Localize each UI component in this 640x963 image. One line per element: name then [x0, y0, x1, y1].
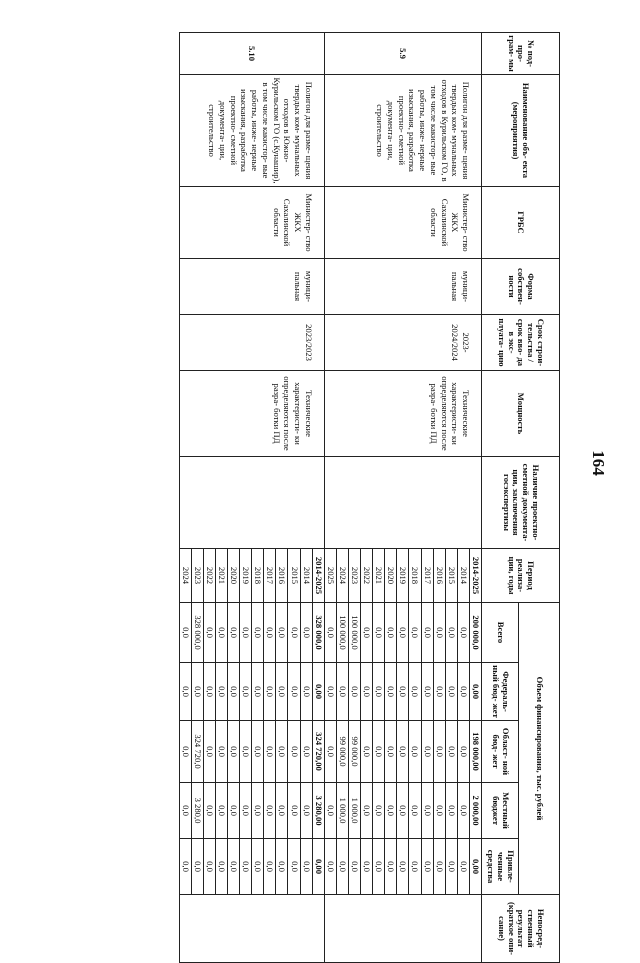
cell-regional: 0,0: [324, 721, 336, 783]
cell-private: 0,0: [361, 839, 373, 895]
cell-period: 2024: [179, 549, 191, 603]
cell-total: 328 000,0: [191, 603, 203, 663]
cell-regional: 0,0: [433, 721, 445, 783]
cell-regional: 0,0: [276, 721, 288, 783]
item-capacity: Технические характеристи- ки определяются после разра- ботки ПД: [179, 371, 324, 457]
cell-federal: 0,0: [373, 663, 385, 721]
header-name: Наименование объ- екта (мероприятия): [482, 75, 560, 187]
cell-regional: 99 000,0: [348, 721, 360, 783]
cell-total: 328 000,0: [312, 603, 324, 663]
cell-total: 0,0: [228, 603, 240, 663]
header-local: Местный бюджет: [482, 783, 519, 839]
cell-total: 0,0: [421, 603, 433, 663]
cell-total: 0,0: [288, 603, 300, 663]
cell-private: 0,0: [228, 839, 240, 895]
header-capacity: Мощность: [482, 371, 560, 457]
cell-private: 0,0: [252, 839, 264, 895]
cell-regional: 99 000,0: [336, 721, 348, 783]
cell-total: 0,0: [361, 603, 373, 663]
cell-total: 0,0: [215, 603, 227, 663]
cell-private: 0,0: [373, 839, 385, 895]
item-name: Полигон для разме- щения твердых ком- мунальных отходов в Курильском ГО, в том числе какистор- вые работы, инже- нерные изыскания, разработка проектно- сметной документа- ции, строительство: [324, 75, 481, 187]
cell-regional: 0,0: [264, 721, 276, 783]
cell-federal: 0,00: [469, 663, 481, 721]
cell-private: 0,0: [348, 839, 360, 895]
cell-federal: 0,0: [215, 663, 227, 721]
cell-private: 0,0: [191, 839, 203, 895]
cell-local: 0,0: [179, 783, 191, 839]
cell-private: 0,0: [203, 839, 215, 895]
cell-period: 2017: [264, 549, 276, 603]
cell-federal: 0,0: [348, 663, 360, 721]
cell-total: 0,0: [276, 603, 288, 663]
cell-regional: 0,0: [179, 721, 191, 783]
cell-private: 0,0: [397, 839, 409, 895]
cell-total: 0,0: [252, 603, 264, 663]
cell-local: 2 000,00: [469, 783, 481, 839]
cell-federal: 0,0: [361, 663, 373, 721]
cell-local: 0,0: [421, 783, 433, 839]
cell-local: 0,0: [409, 783, 421, 839]
cell-regional: 198 000,00: [469, 721, 481, 783]
cell-period: 2025: [324, 549, 336, 603]
cell-private: 0,0: [421, 839, 433, 895]
cell-federal: 0,0: [264, 663, 276, 721]
cell-period: 2018: [252, 549, 264, 603]
cell-regional: 0,0: [373, 721, 385, 783]
cell-federal: 0,0: [252, 663, 264, 721]
cell-federal: 0,0: [457, 663, 469, 721]
cell-federal: 0,0: [324, 663, 336, 721]
item-ownership: муници- пальная: [324, 259, 481, 315]
cell-total: 0,0: [324, 603, 336, 663]
cell-period: 2021: [373, 549, 385, 603]
cell-federal: 0,0: [385, 663, 397, 721]
header-private: Привле- ченные средства: [482, 839, 519, 895]
cell-federal: 0,0: [288, 663, 300, 721]
cell-federal: 0,0: [409, 663, 421, 721]
item-psd: [179, 457, 324, 549]
cell-regional: 0,0: [445, 721, 457, 783]
cell-total: 0,0: [203, 603, 215, 663]
item-term: 2023/2023: [179, 315, 324, 371]
header-result: Непосред- ственный результат (краткое опи- сание): [482, 895, 560, 963]
cell-federal: 0,0: [276, 663, 288, 721]
cell-regional: 0,0: [288, 721, 300, 783]
cell-total: 0,0: [300, 603, 312, 663]
cell-regional: 0,0: [421, 721, 433, 783]
cell-private: 0,0: [445, 839, 457, 895]
item-term: 2023- 2024/2024: [324, 315, 481, 371]
cell-private: 0,00: [469, 839, 481, 895]
cell-local: 0,0: [252, 783, 264, 839]
cell-regional: 0,0: [385, 721, 397, 783]
cell-regional: 0,0: [240, 721, 252, 783]
investment-table: [179, 32, 560, 963]
item-number: 5.10: [179, 33, 324, 75]
cell-federal: 0,00: [312, 663, 324, 721]
cell-total: 0,0: [433, 603, 445, 663]
header-total: Всего: [482, 603, 519, 663]
cell-regional: 0,0: [361, 721, 373, 783]
header-funding: Объем финансирования, тыс. рублей: [519, 603, 560, 895]
cell-period: 2022: [361, 549, 373, 603]
cell-federal: 0,0: [240, 663, 252, 721]
cell-private: 0,0: [264, 839, 276, 895]
cell-period: 2016: [433, 549, 445, 603]
cell-local: 3 280,0: [191, 783, 203, 839]
cell-federal: 0,0: [191, 663, 203, 721]
item-name: Полигон для разме- щения твердых ком- мунальных отходов в Южно-Курильском ГО (с.Кунашир), в том числе какистор- вые работы, инже- нерные изыскания, разработка проектно- сметной документа- ции, строительство: [179, 75, 324, 187]
cell-total: 0,0: [179, 603, 191, 663]
cell-local: 0,0: [397, 783, 409, 839]
cell-private: 0,0: [215, 839, 227, 895]
header-grbs: ГРБС: [482, 187, 560, 259]
cell-local: 0,0: [228, 783, 240, 839]
cell-period: 2015: [288, 549, 300, 603]
cell-regional: 324 720,0: [191, 721, 203, 783]
cell-private: 0,0: [385, 839, 397, 895]
cell-period: 2015: [445, 549, 457, 603]
cell-total: 0,0: [457, 603, 469, 663]
cell-federal: 0,0: [228, 663, 240, 721]
cell-period: 2019: [397, 549, 409, 603]
cell-regional: 324 720,00: [312, 721, 324, 783]
cell-local: 3 280,00: [312, 783, 324, 839]
cell-local: 0,0: [361, 783, 373, 839]
table-row: [469, 33, 481, 963]
cell-local: 0,0: [264, 783, 276, 839]
cell-regional: 0,0: [203, 721, 215, 783]
cell-total: 100 000,0: [348, 603, 360, 663]
cell-period: 2016: [276, 549, 288, 603]
cell-regional: 0,0: [252, 721, 264, 783]
cell-period: 2019: [240, 549, 252, 603]
cell-total: 100 000,0: [336, 603, 348, 663]
cell-private: 0,0: [409, 839, 421, 895]
cell-period: 2020: [385, 549, 397, 603]
cell-federal: 0,0: [433, 663, 445, 721]
cell-federal: 0,0: [203, 663, 215, 721]
cell-federal: 0,0: [445, 663, 457, 721]
item-capacity: Технические характеристи- ки определяются после разра- ботки ПД: [324, 371, 481, 457]
item-grbs: Министер- ство ЖКХ Сахалинской области: [179, 187, 324, 259]
cell-private: 0,0: [457, 839, 469, 895]
cell-period: 2021: [215, 549, 227, 603]
cell-total: 0,0: [409, 603, 421, 663]
header-num: № под- про- грам- мы: [482, 33, 560, 75]
cell-regional: 0,0: [228, 721, 240, 783]
item-ownership: муници- пальная: [179, 259, 324, 315]
cell-federal: 0,0: [179, 663, 191, 721]
cell-local: 0,0: [300, 783, 312, 839]
cell-local: 0,0: [433, 783, 445, 839]
cell-total: 0,0: [264, 603, 276, 663]
cell-period: 2024: [336, 549, 348, 603]
header-psd: Наличие проектно- сметной документа- ции, заключения госэкспертизы: [482, 457, 560, 549]
cell-private: 0,00: [312, 839, 324, 895]
cell-period: 2014-2025: [469, 549, 481, 603]
cell-total: 200 000,0: [469, 603, 481, 663]
cell-regional: 0,0: [397, 721, 409, 783]
table-row: [312, 33, 324, 963]
cell-period: 2020: [228, 549, 240, 603]
cell-private: 0,0: [300, 839, 312, 895]
cell-local: 1 000,0: [336, 783, 348, 839]
cell-federal: 0,0: [336, 663, 348, 721]
cell-period: 2017: [421, 549, 433, 603]
cell-total: 0,0: [397, 603, 409, 663]
cell-total: 0,0: [240, 603, 252, 663]
header-term: Срок строи- тельства / срок вво- да в экс- плуата- цию: [482, 315, 560, 371]
cell-local: 1 000,0: [348, 783, 360, 839]
cell-local: 0,0: [385, 783, 397, 839]
item-grbs: Министер- ство ЖКХ Сахалинской области: [324, 187, 481, 259]
header-ownership: Форма собствен- ности: [482, 259, 560, 315]
cell-private: 0,0: [433, 839, 445, 895]
cell-regional: 0,0: [215, 721, 227, 783]
item-number: 5.9: [324, 33, 481, 75]
cell-local: 0,0: [240, 783, 252, 839]
cell-period: 2014: [300, 549, 312, 603]
cell-local: 0,0: [215, 783, 227, 839]
cell-local: 0,0: [288, 783, 300, 839]
cell-total: 0,0: [445, 603, 457, 663]
cell-period: 2014: [457, 549, 469, 603]
cell-local: 0,0: [203, 783, 215, 839]
cell-private: 0,0: [179, 839, 191, 895]
header-period: Период реализа- ции, годы: [482, 549, 560, 603]
cell-private: 0,0: [240, 839, 252, 895]
table-body: [179, 33, 481, 963]
cell-regional: 0,0: [457, 721, 469, 783]
cell-private: 0,0: [276, 839, 288, 895]
cell-period: 2014-2025: [312, 549, 324, 603]
cell-regional: 0,0: [409, 721, 421, 783]
cell-local: 0,0: [445, 783, 457, 839]
cell-period: 2022: [203, 549, 215, 603]
cell-local: 0,0: [457, 783, 469, 839]
cell-private: 0,0: [336, 839, 348, 895]
cell-period: 2023: [348, 549, 360, 603]
cell-regional: 0,0: [300, 721, 312, 783]
cell-private: 0,0: [288, 839, 300, 895]
cell-local: 0,0: [276, 783, 288, 839]
page-number: 164: [589, 450, 608, 476]
cell-federal: 0,0: [421, 663, 433, 721]
cell-local: 0,0: [373, 783, 385, 839]
cell-federal: 0,0: [397, 663, 409, 721]
rotated-table-sheet: [32, 32, 560, 956]
cell-period: 2023: [191, 549, 203, 603]
cell-total: 0,0: [373, 603, 385, 663]
header-regional: Област- ной бюд- жет: [482, 721, 519, 783]
cell-total: 0,0: [385, 603, 397, 663]
cell-period: 2018: [409, 549, 421, 603]
cell-federal: 0,0: [300, 663, 312, 721]
header-federal: Федераль- ный бюд- жет: [482, 663, 519, 721]
cell-local: 0,0: [324, 783, 336, 839]
item-psd: [324, 457, 481, 549]
cell-private: 0,0: [324, 839, 336, 895]
